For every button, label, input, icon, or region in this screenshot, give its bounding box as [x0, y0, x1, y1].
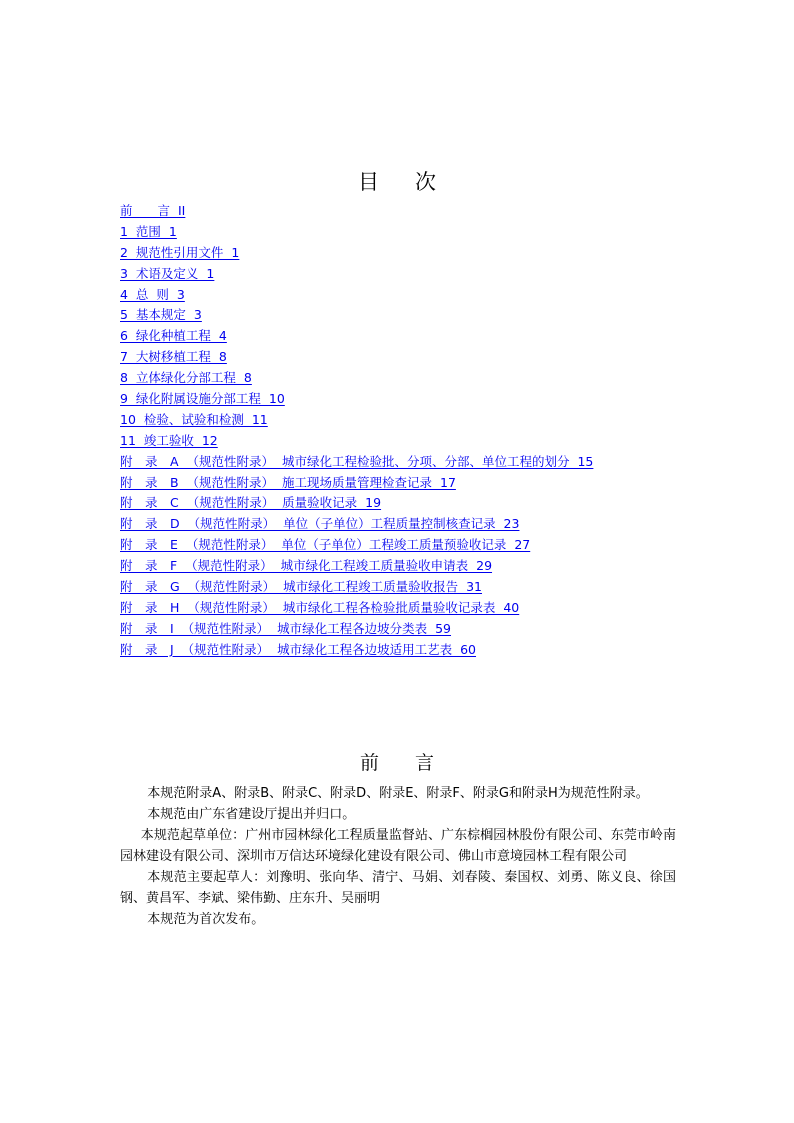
toc-link-11[interactable]: 11 竣工验收 12 [120, 432, 218, 448]
toc-entry [120, 535, 720, 556]
toc-entry [120, 431, 720, 452]
toc-entry [120, 556, 720, 577]
toc-entry [120, 619, 720, 640]
toc-entry [120, 514, 720, 535]
preface-paragraph-drafting-units: 本规范起草单位：广州市园林绿化工程质量监督站、广东棕榈园林股份有限公司、东莞市岭南园林建设有限公司、深圳市万信达环境绿化建设有限公司、佛山市意境园林工程有限公司 [120, 828, 676, 864]
toc-link-4[interactable]: 4 总 则 3 [120, 286, 185, 302]
toc-link-appendix-j[interactable]: 附 录 J （规范性附录） 城市绿化工程各边坡适用工艺表 60 [120, 641, 477, 657]
toc-link-appendix-f[interactable]: 附 录 F （规范性附录） 城市绿化工程竣工质量验收申请表 29 [120, 558, 493, 574]
toc-link-7[interactable]: 7 大树移植工程 8 [120, 349, 227, 365]
toc-link-appendix-b[interactable]: 附 录 B （规范性附录） 施工现场质量管理检查记录 17 [120, 474, 456, 490]
toc-entry [120, 410, 720, 431]
toc-list [120, 201, 720, 661]
toc-title-left: 目 [358, 170, 379, 194]
toc-entry [120, 368, 720, 389]
toc-link-5[interactable]: 5 基本规定 3 [120, 307, 202, 323]
toc-link-appendix-g[interactable]: 附 录 G （规范性附录） 城市绿化工程竣工质量验收报告 31 [120, 579, 483, 595]
preface-body [120, 783, 676, 930]
preface-paragraph-authority: 本规范由广东省建设厅提出并归口。 [147, 807, 356, 822]
toc-link-9[interactable]: 9 绿化附属设施分部工程 10 [120, 391, 285, 407]
toc-link-10[interactable]: 10 检验、试验和检测 11 [120, 411, 268, 427]
toc-link-3[interactable]: 3 术语及定义 1 [120, 265, 215, 281]
preface-title-right: 言 [415, 752, 435, 774]
toc-entry [120, 389, 720, 410]
toc-link-6[interactable]: 6 绿化种植工程 4 [120, 328, 227, 344]
toc-entry [120, 243, 720, 264]
toc-entry [120, 598, 720, 619]
preface-paragraph-appendices: 本规范附录A、附录B、附录C、附录D、附录E、附录F、附录G和附录H为规范性附录。 [147, 786, 649, 801]
toc-entry [120, 326, 720, 347]
preface-paragraph-first-release: 本规范为首次发布。 [147, 912, 265, 927]
toc-entry [120, 201, 720, 222]
preface-title-left: 前 [359, 752, 379, 774]
toc-entry [120, 452, 720, 473]
toc-entry [120, 285, 720, 306]
toc-link-appendix-h[interactable]: 附 录 H （规范性附录） 城市绿化工程各检验批质量验收记录表 40 [120, 599, 520, 615]
toc-entry [120, 347, 720, 368]
toc-entry [120, 493, 720, 514]
toc-entry [120, 305, 720, 326]
toc-entry [120, 577, 720, 598]
toc-link-preface[interactable]: 前 言 II [120, 203, 186, 218]
toc-link-1[interactable]: 1 范围 1 [120, 223, 177, 239]
toc-link-8[interactable]: 8 立体绿化分部工程 8 [120, 370, 252, 386]
toc-title-right: 次 [415, 170, 436, 194]
toc-link-appendix-c[interactable]: 附 录 C （规范性附录） 质量验收记录 19 [120, 495, 382, 511]
toc-link-appendix-e[interactable]: 附 录 E （规范性附录） 单位（子单位）工程竣工质量预验收记录 27 [120, 537, 531, 553]
toc-entry [120, 640, 720, 661]
toc-entry [120, 473, 720, 494]
toc-title [0, 166, 794, 196]
preface-paragraph-drafters: 本规范主要起草人：刘豫明、张向华、清宁、马娟、刘春陵、秦国权、刘勇、陈义良、徐国钢、黄昌军、李斌、梁伟勤、庄东升、吴丽明 [120, 870, 676, 906]
toc-link-appendix-d[interactable]: 附 录 D （规范性附录） 单位（子单位）工程质量控制核查记录 23 [120, 516, 520, 532]
toc-entry [120, 264, 720, 285]
toc-entry [120, 222, 720, 243]
preface-title [0, 748, 794, 775]
toc-link-2[interactable]: 2 规范性引用文件 1 [120, 244, 240, 260]
toc-link-appendix-a[interactable]: 附 录 A （规范性附录） 城市绿化工程检验批、分项、分部、单位工程的划分 15 [120, 453, 594, 469]
toc-link-appendix-i[interactable]: 附 录 I （规范性附录） 城市绿化工程各边坡分类表 59 [120, 620, 452, 636]
